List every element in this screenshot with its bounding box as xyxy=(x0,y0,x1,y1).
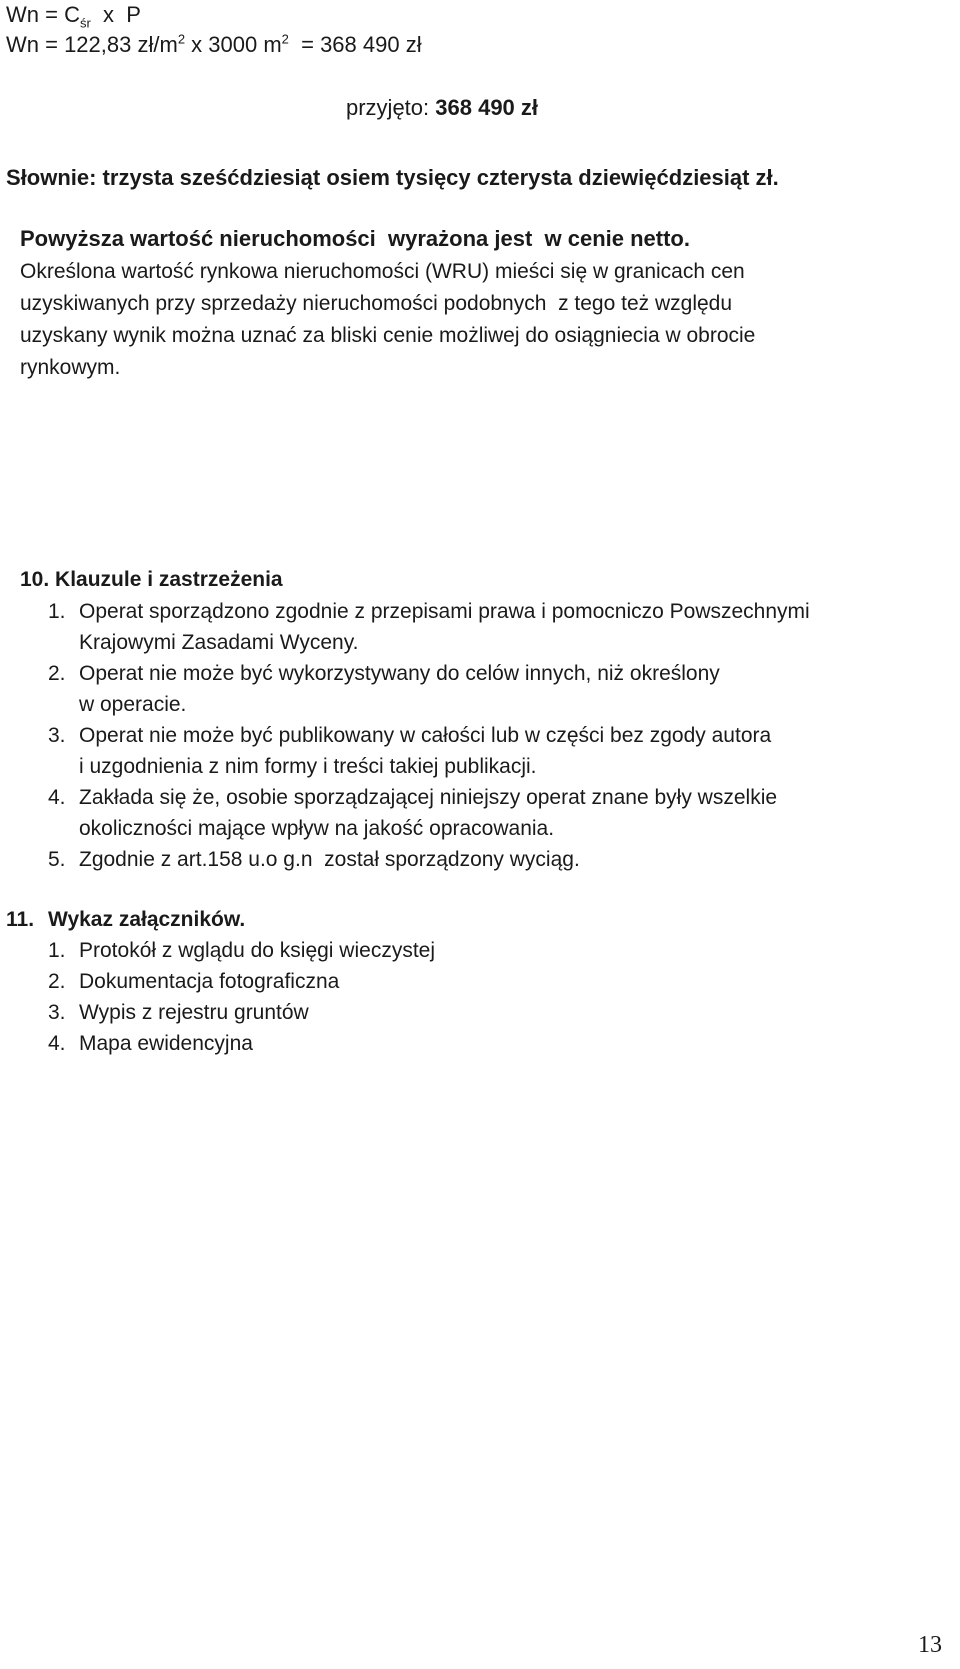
clause-number: 1. xyxy=(48,600,66,623)
section-11-number: 11. xyxy=(6,908,35,931)
clause-text-line-1: Zakłada się że, osobie sporządzającej niniejszy operat znane były wszelkie xyxy=(79,786,778,809)
formula-line-2-post: = 368 490 zł xyxy=(288,32,422,57)
page-number: 13 xyxy=(918,1632,942,1658)
clause-number: 3. xyxy=(48,724,66,747)
paragraph-line: uzyskiwanych przy sprzedaży nieruchomości podobnych z tego też względu xyxy=(20,292,733,315)
clause-text-line-2: Krajowymi Zasadami Wyceny. xyxy=(79,631,359,654)
section-10-heading: 10. Klauzule i zastrzeżenia xyxy=(20,568,283,591)
section-11-title: Wykaz załączników. xyxy=(48,908,246,931)
accepted-label: przyjęto: xyxy=(346,95,436,120)
clause-text-line-1: Operat sporządzono zgodnie z przepisami prawa i pomocniczo Powszechnymi xyxy=(79,600,810,623)
attachment-number: 3. xyxy=(48,1001,66,1024)
formula-line-1 xyxy=(6,0,141,30)
clause-number: 2. xyxy=(48,662,66,685)
attachment-number: 2. xyxy=(48,970,66,993)
formula-line-1-sub: śr xyxy=(79,15,91,31)
attachment-text: Protokół z wglądu do księgi wieczystej xyxy=(79,939,435,962)
accepted-value xyxy=(346,93,538,123)
attachment-text: Wypis z rejestru gruntów xyxy=(79,1001,309,1024)
clause-number: 4. xyxy=(48,786,66,809)
amount-in-words: Słownie: trzysta sześćdziesiąt osiem tysięcy czterysta dziewięćdziesiąt zł. xyxy=(6,165,779,190)
formula-line-2-mid: x 3000 m xyxy=(185,32,282,57)
attachment-number: 4. xyxy=(48,1032,66,1055)
paragraph-line: uzyskany wynik można uznać za bliski cenie możliwej do osiągniecia w obrocie xyxy=(20,324,756,347)
attachment-text: Mapa ewidencyjna xyxy=(79,1032,253,1055)
clause-text-line-2: i uzgodnienia z nim formy i treści takiej publikacji. xyxy=(79,755,537,778)
clause-text-line-1: Operat nie może być publikowany w całości lub w części bez zgody autora xyxy=(79,724,772,747)
paragraph-line: Określona wartość rynkowa nieruchomości (WRU) mieści się w granicach cen xyxy=(20,260,745,283)
valuation-paragraph xyxy=(20,256,920,384)
formula-line-2-sup1: 2 xyxy=(177,31,186,47)
clause-text-line-1: Operat nie może być wykorzystywany do celów innych, niż określony xyxy=(79,662,720,685)
clause-text-line-1: Zgodnie z art.158 u.o g.n został sporządzony wyciąg. xyxy=(79,848,580,871)
formula-line-2 xyxy=(6,30,422,60)
accepted-amount: 368 490 zł xyxy=(435,95,539,120)
attachment-number: 1. xyxy=(48,939,66,962)
clause-text-line-2: w operacie. xyxy=(79,693,187,716)
paragraph-line: rynkowym. xyxy=(20,356,121,379)
net-note: Powyższa wartość nieruchomości wyrażona jest w cenie netto. xyxy=(20,226,690,251)
formula-line-2-sup2: 2 xyxy=(281,31,289,47)
section-11-heading xyxy=(6,905,245,935)
attachment-text: Dokumentacja fotograficzna xyxy=(79,970,340,993)
clause-number: 5. xyxy=(48,848,66,871)
formula-line-1-pre: Wn = C xyxy=(6,2,80,27)
formula-line-1-post: x P xyxy=(90,2,141,27)
clause-text-line-2: okoliczności mające wpływ na jakość opracowania. xyxy=(79,817,555,840)
formula-line-2-pre: Wn = 122,83 zł/m xyxy=(6,32,178,57)
